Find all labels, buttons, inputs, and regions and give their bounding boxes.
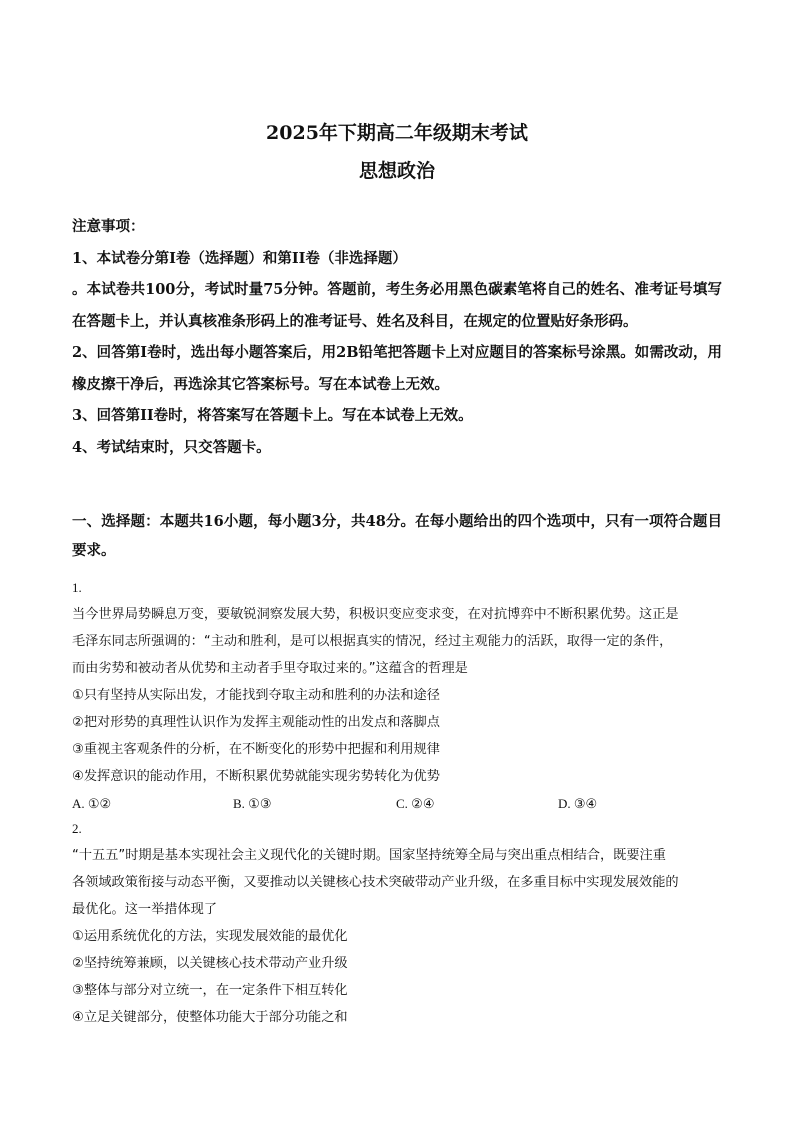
- section-heading: 一、选择题：本题共16小题，每小题3分，共48分。在每小题给出的四个选项中，只有一项符合题目要求。: [72, 513, 722, 559]
- statement: ③重视主客观条件的分析，在不断变化的形势中把握和利用规律: [72, 742, 440, 757]
- question-stem-line: “十五五”时期是基本实现社会主义现代化的关键时期。国家坚持统筹全局与突出重点相结合，既要注重: [72, 848, 666, 863]
- notes-item-3: 3、回答第II卷时，将答案写在答题卡上。写在本试卷上无效。: [72, 407, 473, 424]
- question-1: [72, 574, 722, 817]
- question-number: 1.: [72, 580, 82, 595]
- question-stem-line: 当今世界局势瞬息万变，要敏锐洞察发展大势，积极识变应变求变，在对抗博弈中不断积累优势。这正是: [72, 607, 679, 622]
- option-c: C. ②④: [396, 796, 435, 811]
- statement: ④发挥意识的能动作用，不断积累优势就能实现劣势转化为优势: [72, 769, 440, 784]
- statement: ③整体与部分对立统一，在一定条件下相互转化: [72, 983, 348, 998]
- notes-item-2: 2、回答第I卷时，选出每小题答案后，用2B铅笔把答题卡上对应题目的答案标号涂黑。如需改动，用橡皮擦干净后，再选涂其它答案标号。写在本试卷上无效。: [72, 344, 722, 393]
- statement: ②把对形势的真理性认识作为发挥主观能动性的出发点和落脚点: [72, 715, 440, 730]
- statement: ②坚持统筹兼顾，以关键核心技术带动产业升级: [72, 956, 348, 971]
- question-stem-line: 而由劣势和被动者从优势和主动者手里夺取过来的。”这蕴含的哲理是: [72, 661, 468, 676]
- notes-item-1-detail: 。本试卷共100分，考试时量75分钟。答题前，考生务必用黑色碳素笔将自己的姓名、准考证号填写在答题卡上，并认真核准条形码上的准考证号、姓名及科目，在规定的位置贴好条形码。: [72, 281, 722, 330]
- question-stem-line: 各领域政策衔接与动态平衡，又要推动以关键核心技术突破带动产业升级，在多重目标中实现发展效能的: [72, 875, 679, 890]
- exam-notes: [72, 211, 722, 463]
- option-a: A. ①②: [72, 796, 112, 811]
- statement: ①只有坚持从实际出发，才能找到夺取主动和胜利的办法和途径: [72, 688, 440, 703]
- option-d: D. ③④: [558, 796, 598, 811]
- exam-title: 2025年下期高二年级期末考试: [266, 122, 528, 144]
- notes-heading: 注意事项：: [72, 218, 145, 235]
- answer-options: [72, 790, 722, 817]
- statement: ①运用系统优化的方法，实现发展效能的最优化: [72, 929, 348, 944]
- question-stem-line: 毛泽东同志所强调的：“主动和胜利，是可以根据真实的情况，经过主观能力的活跃，取得一定的条件，: [72, 634, 673, 649]
- notes-item-1: 1、本试卷分第I卷（选择题）和第II卷（非选择题）: [72, 249, 407, 267]
- question-stem-line: 最优化。这一举措体现了: [72, 902, 218, 917]
- statement: ④立足关键部分，使整体功能大于部分功能之和: [72, 1010, 348, 1025]
- option-b: B. ①③: [233, 796, 272, 811]
- question-number: 2.: [72, 821, 82, 836]
- question-2: [72, 815, 722, 1031]
- notes-item-4: 4、考试结束时，只交答题卡。: [72, 438, 271, 456]
- exam-subject: 思想政治: [358, 160, 435, 182]
